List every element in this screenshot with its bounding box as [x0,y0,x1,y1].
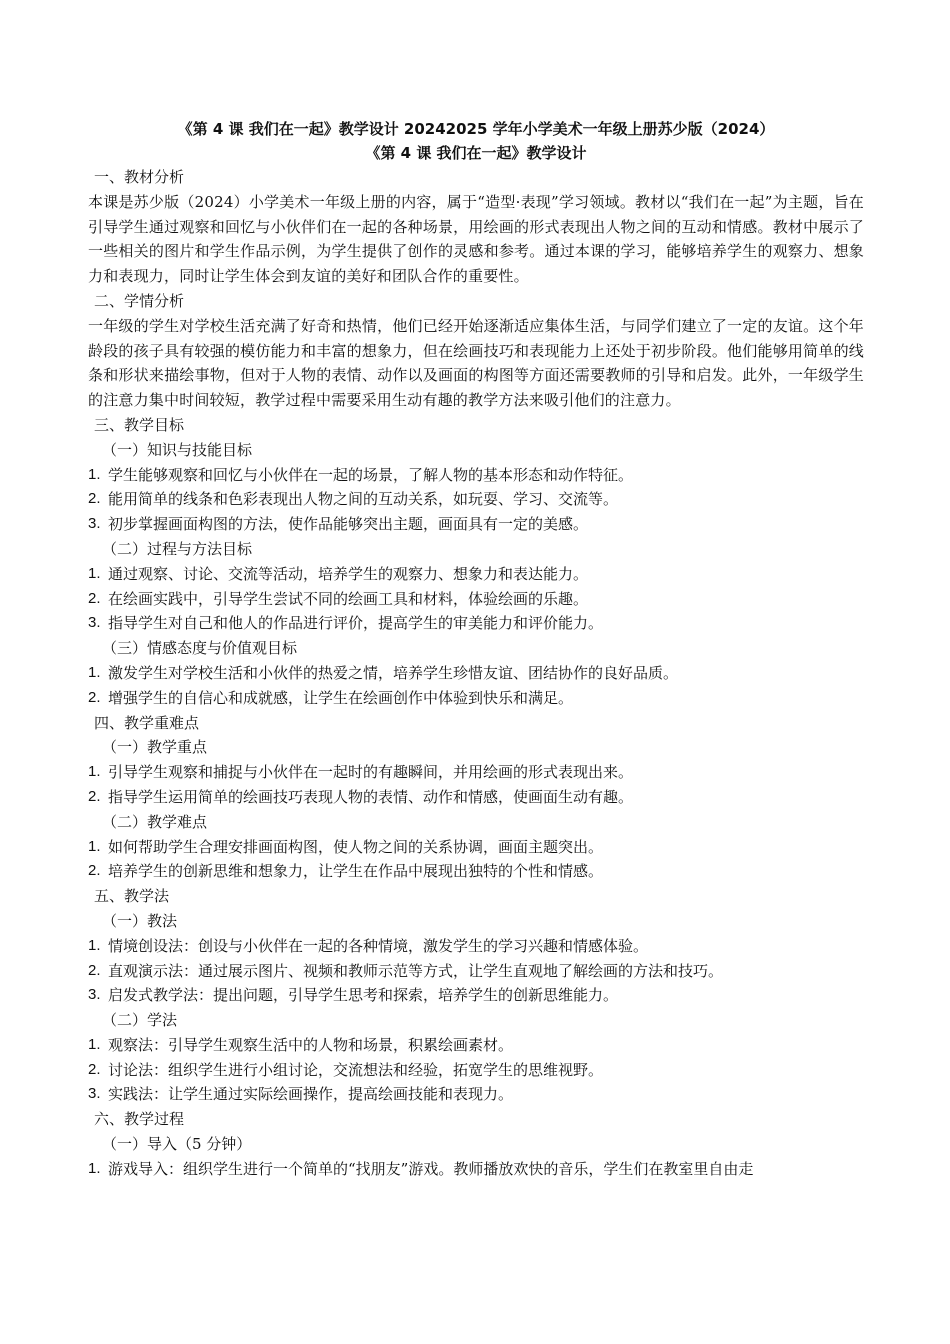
list-text: 指导学生运用简单的绘画技巧表现人物的表情、动作和情感，使画面生动有趣。 [108,787,634,806]
list-number: 3. [88,986,101,1004]
list-item [88,934,864,959]
list-item [88,1058,864,1083]
list-number: 1. [88,465,101,483]
list-text: 培养学生的创新思维和想象力，让学生在作品中展现出独特的个性和情感。 [108,862,604,881]
list-number: 2. [88,589,101,607]
list-item [88,983,864,1008]
list-item [88,835,864,860]
list-text: 增强学生的自信心和成就感，让学生在绘画创作中体验到快乐和满足。 [108,688,574,707]
list-number: 1. [88,763,101,781]
list-text: 指导学生对自己和他人的作品进行评价，提高学生的审美能力和评价能力。 [108,614,604,633]
document-page [88,117,864,1182]
list-number: 2. [88,1060,101,1078]
list-number: 1. [88,663,101,681]
list-item [88,859,864,884]
list-item [88,785,864,810]
list-number: 3. [88,1085,101,1103]
list-text: 游戏导入：组织学生进行一个简单的“找朋友”游戏。教师播放欢快的音乐，学生们在教室里自由走 [108,1159,754,1178]
section-heading: 二、学情分析 [94,291,185,310]
list-text: 能用简单的线条和色彩表现出人物之间的互动关系，如玩耍、学习、交流等。 [108,490,619,509]
list-text: 直观演示法：通过展示图片、视频和教师示范等方式，让学生直观地了解绘画的方法和技巧。 [108,961,724,980]
list-item [88,1033,864,1058]
list-item [88,487,864,512]
list-number: 1. [88,837,101,855]
list-number: 1. [88,1035,101,1053]
list-number: 2. [88,787,101,805]
section-heading: 三、教学目标 [94,415,185,434]
list-text: 如何帮助学生合理安排画面构图，使人物之间的关系协调，画面主题突出。 [108,837,604,856]
list-item [88,562,864,587]
list-number: 2. [88,490,101,508]
list-text: 初步掌握画面构图的方法，使作品能够突出主题，画面具有一定的美感。 [108,515,589,534]
list-text: 实践法：让学生通过实际绘画操作，提高绘画技能和表现力。 [108,1085,514,1104]
list-item [88,463,864,488]
list-text: 启发式教学法：提出问题，引导学生思考和探索，培养学生的创新思维能力。 [108,986,619,1005]
subsection-heading: （二）教学难点 [102,812,208,831]
subsection-heading: （三）情感态度与价值观目标 [102,639,298,658]
list-text: 观察法：引导学生观察生活中的人物和场景，积累绘画素材。 [108,1035,514,1054]
list-number: 2. [88,961,101,979]
list-text: 通过观察、讨论、交流等活动，培养学生的观察力、想象力和表达能力。 [108,564,589,583]
subsection-heading: （二）学法 [102,1011,178,1030]
section-paragraph: 本课是苏少版（2024）小学美术一年级上册的内容，属于“造型·表现”学习领域。教材以“我们在一起”为主题，旨在引导学生通过观察和回忆与小伙伴们在一起的各种场景，用绘画的形式表现出人物之间的互动和情感。教材中展示了一些相关的图片和学生作品示例，为学生提供了创作的灵感和参考。通过本课的学习，能够培养学生的观察力、想象力和表现力，同时让学生体会到友谊的美好和团队合作的重要性。 [88,192,864,286]
list-number: 3. [88,614,101,632]
list-number: 1. [88,1159,101,1177]
document-subtitle: 《第 4 课 我们在一起》教学设计 [365,144,587,162]
subsection-heading: （一）导入（5 分钟） [102,1135,252,1154]
list-item [88,1082,864,1107]
list-number: 1. [88,564,101,582]
section-heading: 六、教学过程 [94,1110,185,1129]
list-text: 在绘画实践中，引导学生尝试不同的绘画工具和材料，体验绘画的乐趣。 [108,589,589,608]
list-text: 激发学生对学校生活和小伙伴的热爱之情，培养学生珍惜友谊、团结协作的良好品质。 [108,663,679,682]
list-item [88,686,864,711]
list-number: 3. [88,515,101,533]
list-text: 情境创设法：创设与小伙伴在一起的各种情境，激发学生的学习兴趣和情感体验。 [108,936,649,955]
list-number: 2. [88,688,101,706]
document-title: 《第 4 课 我们在一起》教学设计 20242025 学年小学美术一年级上册苏少版（2024） [177,120,775,138]
section-heading: 四、教学重难点 [94,713,200,732]
list-item [88,587,864,612]
section-heading: 五、教学法 [94,887,170,906]
subsection-heading: （二）过程与方法目标 [102,539,253,558]
list-item [88,959,864,984]
subsection-heading: （一）知识与技能目标 [102,440,253,459]
list-text: 讨论法：组织学生进行小组讨论，交流想法和经验，拓宽学生的思维视野。 [108,1060,604,1079]
section-heading: 一、教材分析 [94,168,185,186]
list-text: 学生能够观察和回忆与小伙伴在一起的场景，了解人物的基本形态和动作特征。 [108,465,634,484]
subsection-heading: （一）教学重点 [102,738,208,757]
list-item [88,661,864,686]
section-paragraph: 一年级的学生对学校生活充满了好奇和热情，他们已经开始逐渐适应集体生活，与同学们建立了一定的友谊。这个年龄段的孩子具有较强的模仿能力和丰富的想象力，但在绘画技巧和表现能力上还处于初步阶段。他们能够用简单的线条和形状来描绘事物，但对于人物的表情、动作以及画面的构图等方面还需要教师的引导和启发。此外，一年级学生的注意力集中时间较短，教学过程中需要采用生动有趣的教学方法来吸引他们的注意力。 [88,316,864,410]
list-item [88,1157,864,1182]
list-item [88,611,864,636]
list-item [88,512,864,537]
subsection-heading: （一）教法 [102,911,178,930]
list-number: 1. [88,936,101,954]
list-number: 2. [88,862,101,880]
list-text: 引导学生观察和捕捉与小伙伴在一起时的有趣瞬间，并用绘画的形式表现出来。 [108,763,634,782]
list-item [88,760,864,785]
